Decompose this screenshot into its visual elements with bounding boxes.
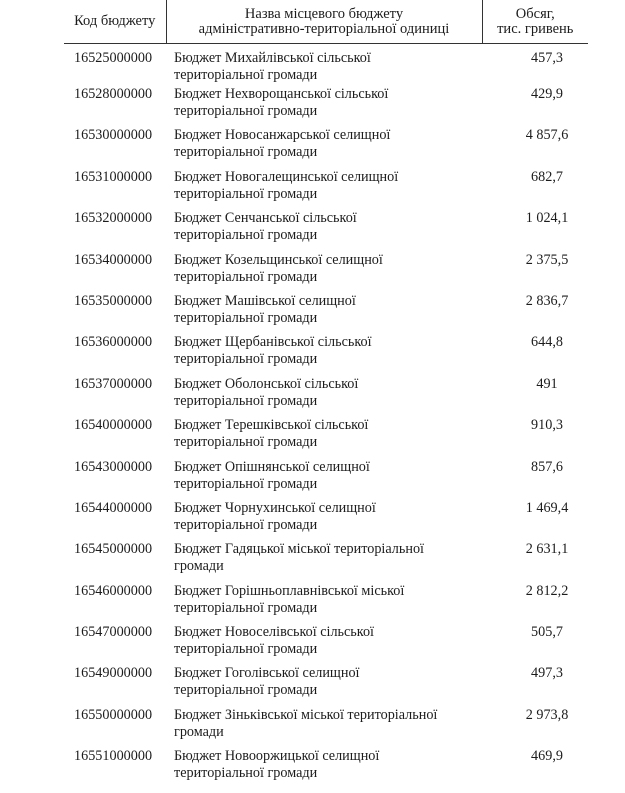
table-row xyxy=(64,417,588,458)
budget-name-line2: територіальної громади xyxy=(174,392,318,409)
table-row xyxy=(64,127,588,168)
budget-amount-cell: 4 857,6 xyxy=(525,127,569,144)
budget-name-line1: Бюджет Горішньоплавнівської міської xyxy=(174,582,405,599)
budget-code-cell: 16531000000 xyxy=(74,168,153,185)
table-row xyxy=(64,334,588,375)
header-name-line1: Назва місцевого бюджету xyxy=(244,5,404,22)
budget-amount-cell: 457,3 xyxy=(531,50,563,66)
budget-name-line1: Бюджет Козельщинської селищної xyxy=(174,251,383,268)
header-name-line2: адміністративно-територіальної одиниці xyxy=(198,20,450,37)
budget-name-line1: Бюджет Нехворощанської сільської xyxy=(174,86,389,102)
budget-name-cell xyxy=(166,707,482,748)
budget-amount-cell: 505,7 xyxy=(531,624,563,641)
budget-name-cell xyxy=(166,459,482,500)
budget-code-cell: 16550000000 xyxy=(74,706,153,723)
budget-name-cell xyxy=(166,293,482,334)
budget-code-cell: 16528000000 xyxy=(74,86,153,102)
table-row xyxy=(64,210,588,251)
budget-name-line1: Бюджет Чорнухинської селищної xyxy=(174,499,376,516)
budget-name-cell xyxy=(166,376,482,417)
budget-name-cell xyxy=(166,541,482,582)
budget-code-cell: 16534000000 xyxy=(74,251,153,268)
budget-name-cell xyxy=(166,417,482,458)
budget-amount-cell: 2 375,5 xyxy=(525,251,569,268)
budget-name-line1: Бюджет Новооржицької селищної xyxy=(174,748,380,765)
header-row xyxy=(64,0,588,44)
budget-name-line2: громади xyxy=(174,558,224,575)
budget-name-line2: територіальної громади xyxy=(174,351,318,368)
budget-name-cell xyxy=(166,334,482,375)
header-amount-line2: тис. гривень xyxy=(497,20,574,37)
budget-name-line2: територіальної громади xyxy=(174,682,318,699)
budget-name-line1: Бюджет Новоселівської сільської xyxy=(174,624,374,641)
table-row xyxy=(64,459,588,500)
budget-amount-cell: 644,8 xyxy=(531,334,563,351)
budget-name-line2: територіальної громади xyxy=(174,103,318,119)
table-row xyxy=(64,748,588,789)
budget-name-cell xyxy=(166,127,482,168)
table-body xyxy=(64,44,588,790)
budget-code-cell: 16536000000 xyxy=(74,334,153,351)
table-row xyxy=(64,665,588,706)
budget-amount-cell: 2 836,7 xyxy=(525,292,569,309)
budget-name-line1: Бюджет Сенчанської сільської xyxy=(174,210,357,227)
table-row xyxy=(64,624,588,665)
budget-code-cell: 16546000000 xyxy=(74,582,153,599)
budget-name-line2: територіальної громади xyxy=(174,144,318,161)
budget-amount-cell: 857,6 xyxy=(531,458,563,475)
budget-name-cell xyxy=(166,665,482,706)
budget-name-cell xyxy=(166,748,482,789)
header-amount xyxy=(482,0,588,44)
table-header xyxy=(64,0,588,44)
budget-code-cell: 16544000000 xyxy=(74,499,153,516)
header-name xyxy=(166,0,482,44)
budget-amount-cell: 682,7 xyxy=(531,168,563,185)
budget-name-line2: територіальної громади xyxy=(174,599,318,616)
budget-code-cell: 16545000000 xyxy=(74,541,153,558)
budget-name-line2: територіальної громади xyxy=(174,185,318,202)
table-row xyxy=(64,252,588,293)
budget-name-line2: територіальної громади xyxy=(174,641,318,658)
budget-name-line1: Бюджет Щербанівської сільської xyxy=(174,334,372,351)
header-amount-line1: Обсяг, xyxy=(515,5,555,22)
budget-name-line2: територіальної громади xyxy=(174,516,318,533)
budget-name-cell xyxy=(166,500,482,541)
budget-code-cell: 16525000000 xyxy=(74,50,153,66)
budget-name-line1: Бюджет Новосанжарської селищної xyxy=(174,127,391,144)
budget-amount-cell: 469,9 xyxy=(531,748,563,765)
budget-amount-cell: 491 xyxy=(536,375,558,392)
table-row xyxy=(64,293,588,334)
table-row xyxy=(64,583,588,624)
budget-code-cell: 16540000000 xyxy=(74,417,153,434)
table-row xyxy=(64,86,588,127)
budget-name-cell xyxy=(166,210,482,251)
budget-code-cell: 16551000000 xyxy=(74,748,153,765)
budget-amount-cell: 497,3 xyxy=(531,665,563,682)
budget-name-cell xyxy=(166,169,482,210)
header-code: Код бюджету xyxy=(64,0,166,44)
table-row xyxy=(64,500,588,541)
budget-name-line1: Бюджет Гоголівської селищної xyxy=(174,665,360,682)
budget-name-line1: Бюджет Машівської селищної xyxy=(174,292,356,309)
budget-name-cell xyxy=(166,583,482,624)
table-row xyxy=(64,541,588,582)
table-row xyxy=(64,376,588,417)
budget-name-line1: Бюджет Оболонської сільської xyxy=(174,375,359,392)
table-row xyxy=(64,169,588,210)
budget-code-cell: 16549000000 xyxy=(74,665,153,682)
budget-name-line2: територіальної громади xyxy=(174,309,318,326)
budget-name-line1: Бюджет Новогалещинської селищної xyxy=(174,168,399,185)
budget-code-cell: 16532000000 xyxy=(74,210,153,227)
budget-name-line1: Бюджет Гадяцької міської територіальної xyxy=(174,541,424,558)
budget-name-line1: Бюджет Терешківської сільської xyxy=(174,417,369,434)
budget-amount-cell: 2 812,2 xyxy=(525,582,569,599)
budget-code-cell: 16547000000 xyxy=(74,624,153,641)
budget-code-cell: 16535000000 xyxy=(74,292,153,309)
budget-name-cell xyxy=(166,86,482,127)
budget-amount-cell: 2 631,1 xyxy=(525,541,569,558)
budget-amount-cell: 429,9 xyxy=(531,86,563,102)
budget-name-line2: територіальної громади xyxy=(174,67,318,83)
budget-code-cell: 16530000000 xyxy=(74,127,153,144)
budget-name-line2: територіальної громади xyxy=(174,227,318,244)
budget-name-line1: Бюджет Зіньківської міської територіальної xyxy=(174,706,438,723)
budget-code-cell: 16543000000 xyxy=(74,458,153,475)
budget-name-line2: територіальної громади xyxy=(174,434,318,451)
budget-name-cell xyxy=(166,44,482,87)
budget-name-line2: громади xyxy=(174,723,224,740)
budget-name-line1: Бюджет Опішнянської селищної xyxy=(174,458,370,475)
budget-name-line2: територіальної громади xyxy=(174,268,318,285)
budget-amount-cell: 1 469,4 xyxy=(525,499,569,516)
table-row xyxy=(64,44,588,87)
budget-amount-cell: 2 973,8 xyxy=(525,706,569,723)
budget-code-cell: 16537000000 xyxy=(74,375,153,392)
table-row xyxy=(64,707,588,748)
budget-name-cell xyxy=(166,252,482,293)
budget-amount-cell: 910,3 xyxy=(531,417,563,434)
budget-table xyxy=(64,0,588,790)
budget-name-cell xyxy=(166,624,482,665)
budget-name-line2: територіальної громади xyxy=(174,765,318,782)
budget-amount-cell: 1 024,1 xyxy=(525,210,569,227)
budget-name-line2: територіальної громади xyxy=(174,475,318,492)
budget-name-line1: Бюджет Михайлівської сільської xyxy=(174,50,371,66)
